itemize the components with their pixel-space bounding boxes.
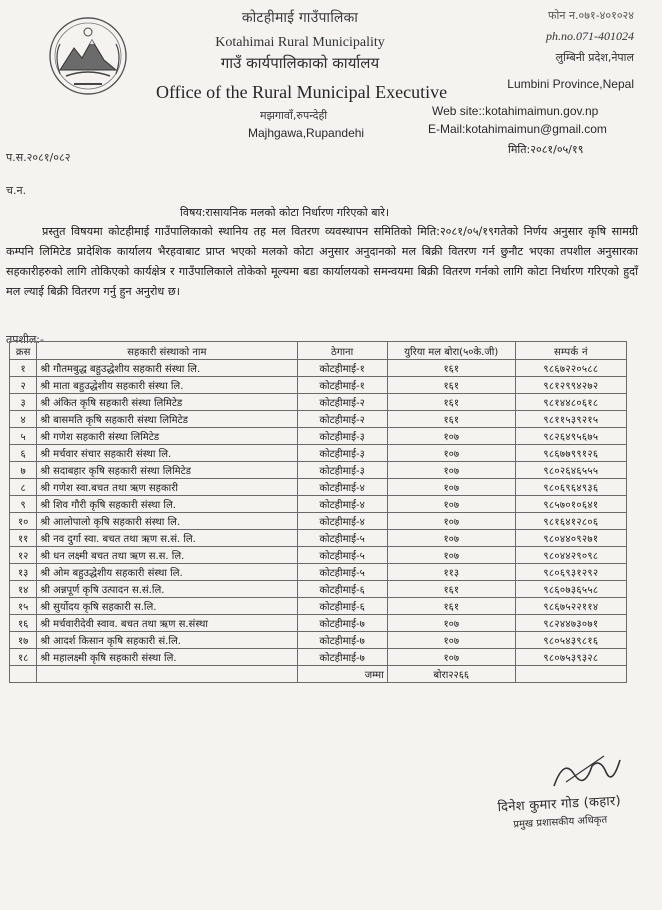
- header-name: सहकारी संस्थाको नाम: [37, 342, 297, 360]
- cell-name: श्री अंकित कृषि सहकारी संस्था लिमिटेड: [37, 394, 297, 411]
- cell-sn: २: [10, 377, 37, 394]
- cell-quantity: १०७: [387, 496, 515, 513]
- cell-sn: ११: [10, 530, 37, 547]
- cell-sn: १६: [10, 615, 37, 632]
- table-row: [10, 377, 627, 394]
- cell-sn: १४: [10, 581, 37, 598]
- cell-sn: ४: [10, 411, 37, 428]
- cell-name: श्री आदर्श किसान कृषि सहकारी सं.लि.: [37, 632, 297, 649]
- cell-sn: ५: [10, 428, 37, 445]
- cell-address: कोटहीमाई-२: [297, 411, 387, 428]
- cell-sn: १३: [10, 564, 37, 581]
- address-en: Majhgawa,Rupandehi: [248, 126, 365, 140]
- cell-sn: १२: [10, 547, 37, 564]
- phone-en: ph.no.071-401024: [546, 29, 634, 43]
- letter-body: प्रस्तुत विषयमा कोटहीमाई गाउँपालिकाको स्थानिय तह मल वितरण व्यवस्थापन समितिको मिति:२०८१/०५/१९गतेको निर्णय अनुसार कृषि सामग्री कम्पनि लिमिटेड प्रादेशिक कार्यालय भैरहवाबाट प्राप्त भएको मलको कोटा अनुसार अनुदानको मल बिक्री वितरण गर्न छुनौट भएका तपशील अनुसारका सहकारीहरुको लागि तोकिएको कार्यक्षेत्र र गाउँपालिकाले तोकेको मूल्यमा बडा कार्यालयको समन्वयमा बिक्री वितरण गर्नको लागि कोटा निर्धारण गरिएको हुदाँ मल ल्याई बिक्री वितरण गर्नु हुन अनुरोध छ।: [6, 225, 638, 298]
- cell-contact: ९८०४४२९०९८: [515, 547, 626, 564]
- cell-contact: ९८०२६४६५५५: [515, 462, 626, 479]
- cell-address: कोटहीमाई-५: [297, 530, 387, 547]
- table-row: [10, 632, 627, 649]
- signature-icon: [546, 752, 626, 792]
- cell-address: कोटहीमाई-३: [297, 462, 387, 479]
- table-row: [10, 530, 627, 547]
- cell-contact: ९८६७७९९१२६: [515, 445, 626, 462]
- cell-name: श्री गणेश सहकारी संस्था लिमिटेड: [37, 428, 297, 445]
- cell-name: श्री बासमति कृषि सहकारी संस्था लिमिटेड: [37, 411, 297, 428]
- office-exec-en: Office of the Rural Municipal Executive: [156, 82, 448, 102]
- office-name-np: कोटहीमाई गाउँपालिका: [241, 10, 359, 26]
- cell-contact: ९८५७०१०६४१: [515, 496, 626, 513]
- cell-contact: ९८०६९३१२९२: [515, 564, 626, 581]
- cell-quantity: ११३: [387, 564, 515, 581]
- cell-address: कोटहीमाई-५: [297, 564, 387, 581]
- cell-quantity: १०७: [387, 649, 515, 666]
- letter-subject: विषय:रासायनिक मलको कोटा निर्धारण गरिएको बारे।: [180, 206, 390, 219]
- cell-quantity: १०७: [387, 479, 515, 496]
- table-row: [10, 547, 627, 564]
- cell-address: कोटहीमाई-४: [297, 513, 387, 530]
- cell-contact: ९८६७५२२११४: [515, 598, 626, 615]
- municipality-name-en: Kotahimai Rural Municipality: [215, 35, 385, 50]
- cell-contact: ९८१४४८०६१८: [515, 394, 626, 411]
- cell-address: कोटहीमाई-७: [297, 615, 387, 632]
- cell-quantity: १६१: [387, 598, 515, 615]
- table-row: [10, 445, 627, 462]
- cell-sn: ७: [10, 462, 37, 479]
- cell-name: श्री मर्चवार संचार सहकारी संस्था लि.: [37, 445, 297, 462]
- table-row: [10, 496, 627, 513]
- cell-name: श्री धन लक्ष्मी बचत तथा ऋण स.स. लि.: [37, 547, 297, 564]
- cell-name: श्री आलोपालो कृषि सहकारी संस्था लि.: [37, 513, 297, 530]
- cell-quantity: १०७: [387, 530, 515, 547]
- cell-sn: १७: [10, 632, 37, 649]
- cell-name: श्री सदाबहार कृषि सहकारी संस्था लिमिटेड: [37, 462, 297, 479]
- header-address: ठेगाना: [297, 342, 387, 360]
- cell-sn: १०: [10, 513, 37, 530]
- cell-contact: ९८०४४०९२७१: [515, 530, 626, 547]
- cell-name: श्री गणेश स्वा.बचत तथा ऋण सहकारी: [37, 479, 297, 496]
- cell-quantity: १०७: [387, 547, 515, 564]
- table-row: [10, 411, 627, 428]
- email: E-Mail:kotahimaimun@gmail.com: [428, 122, 607, 136]
- header-contact: सम्पर्क नं: [515, 342, 626, 360]
- cell-contact: ९८१६४१२८०६: [515, 513, 626, 530]
- cell-name: श्री सुर्योदय कृषि सहकारी स.लि.: [37, 598, 297, 615]
- table-row: [10, 581, 627, 598]
- cell-address: कोटहीमाई-४: [297, 496, 387, 513]
- cell-sn: ६: [10, 445, 37, 462]
- cell-quantity: १०७: [387, 428, 515, 445]
- cell-contact: ९८०७५३९३२८: [515, 649, 626, 666]
- cell-sn: ३: [10, 394, 37, 411]
- cell-contact: ९८११५३९२१५: [515, 411, 626, 428]
- cell-quantity: १६१: [387, 411, 515, 428]
- cell-contact: ९८२६४९५६७५: [515, 428, 626, 445]
- table-row: [10, 513, 627, 530]
- cell-address: कोटहीमाई-३: [297, 445, 387, 462]
- cell-name: श्री मर्चवारीदेवी स्वाव. बचत तथा ऋण स.संस्था: [37, 615, 297, 632]
- cell-contact: ९८०६९६४९३६: [515, 479, 626, 496]
- cell-name: श्री अन्नपूर्ण कृषि उत्पादन स.सं.लि.: [37, 581, 297, 598]
- cell-quantity: १६१: [387, 394, 515, 411]
- cell-name: श्री महालक्ष्मी कृषि सहकारी संस्था लि.: [37, 649, 297, 666]
- cell-contact: ९८६०७३६५५८: [515, 581, 626, 598]
- cell-address: कोटहीमाई-१: [297, 377, 387, 394]
- table-row: [10, 564, 627, 581]
- cell-address: कोटहीमाई-६: [297, 598, 387, 615]
- cell-address: कोटहीमाई-५: [297, 547, 387, 564]
- cell-quantity: १०७: [387, 632, 515, 649]
- stamp-title: प्रमुख प्रशासकीय अधिकृत: [513, 814, 608, 831]
- address-np: मझगावाँ,रुपन्देही: [260, 109, 328, 122]
- cell-quantity: १०७: [387, 513, 515, 530]
- province-en: Lumbini Province,Nepal: [507, 77, 634, 91]
- header-quantity: युरिया मल बोरा(५०के.जी): [387, 342, 515, 360]
- cell-quantity: १६१: [387, 377, 515, 394]
- cell-address: कोटहीमाई-७: [297, 649, 387, 666]
- cell-name: श्री माता बहुउद्धेशीय सहकारी संस्था लि.: [37, 377, 297, 394]
- stamp-name: दिनेश कुमार गोड (कहार): [497, 793, 622, 816]
- table-row: [10, 360, 627, 377]
- letterhead-center: [150, 8, 450, 73]
- cell-name: श्री ओम बहुउद्धेशीय सहकारी संस्था लि.: [37, 564, 297, 581]
- cell-address: कोटहीमाई-७: [297, 632, 387, 649]
- cell-name: श्री नव दुर्गा स्वा. बचत तथा ऋण स.सं. लि.: [37, 530, 297, 547]
- cell-address: कोटहीमाई-१: [297, 360, 387, 377]
- table-row: [10, 479, 627, 496]
- cell-sn: ८: [10, 479, 37, 496]
- cell-contact: ९८२४४७३०७१: [515, 615, 626, 632]
- official-stamp: [497, 791, 622, 831]
- table-header-row: [10, 342, 627, 360]
- office-exec-np: गाउँ कार्यपालिकाको कार्यालय: [220, 54, 380, 72]
- cell-sn: १: [10, 360, 37, 377]
- header-sn: क्रस: [10, 342, 37, 360]
- table-row: [10, 394, 627, 411]
- cell-name: श्री गौतमबुद्ध बहुउद्धेशीय सहकारी संस्था लि.: [37, 360, 297, 377]
- dispatch-number: च.न.: [6, 184, 27, 197]
- cell-sn: १८: [10, 649, 37, 666]
- cell-quantity: १६१: [387, 581, 515, 598]
- total-label: जम्मा: [297, 666, 387, 683]
- cell-sn: १५: [10, 598, 37, 615]
- cell-contact: ९८६७२२०५८८: [515, 360, 626, 377]
- website: Web site::kotahimaimun.gov.np: [432, 104, 599, 118]
- table-row: [10, 428, 627, 445]
- cell-address: कोटहीमाई-३: [297, 428, 387, 445]
- cell-contact: ९८०५४३९८१६: [515, 632, 626, 649]
- nepal-emblem-icon: [46, 14, 130, 98]
- cell-quantity: १०७: [387, 462, 515, 479]
- reference-number: प.स.२०८१/०८२: [6, 151, 71, 164]
- cell-contact: ९८१२९९४२७२: [515, 377, 626, 394]
- cell-address: कोटहीमाई-४: [297, 479, 387, 496]
- letterhead-right: [424, 8, 634, 91]
- province-np: लुम्बिनी प्रदेश,नेपाल: [555, 51, 634, 64]
- total-value: बोरा२२६६: [387, 666, 515, 683]
- table-row: [10, 598, 627, 615]
- cell-name: श्री शिव गौरी कृषि सहकारी संस्था लि.: [37, 496, 297, 513]
- cell-sn: ९: [10, 496, 37, 513]
- cell-address: कोटहीमाई-६: [297, 581, 387, 598]
- phone-np: फोन न.०७१-४०१०२४: [548, 9, 634, 22]
- cell-quantity: १६१: [387, 360, 515, 377]
- letter-date: मिति:२०८१/०५/१९: [508, 143, 584, 156]
- details-label: तपशील:-: [6, 333, 44, 346]
- cell-quantity: १०७: [387, 615, 515, 632]
- total-row: [10, 666, 627, 683]
- distribution-table: [9, 341, 627, 683]
- table-row: [10, 615, 627, 632]
- cell-quantity: १०७: [387, 445, 515, 462]
- cell-address: कोटहीमाई-२: [297, 394, 387, 411]
- table-row: [10, 649, 627, 666]
- table-row: [10, 462, 627, 479]
